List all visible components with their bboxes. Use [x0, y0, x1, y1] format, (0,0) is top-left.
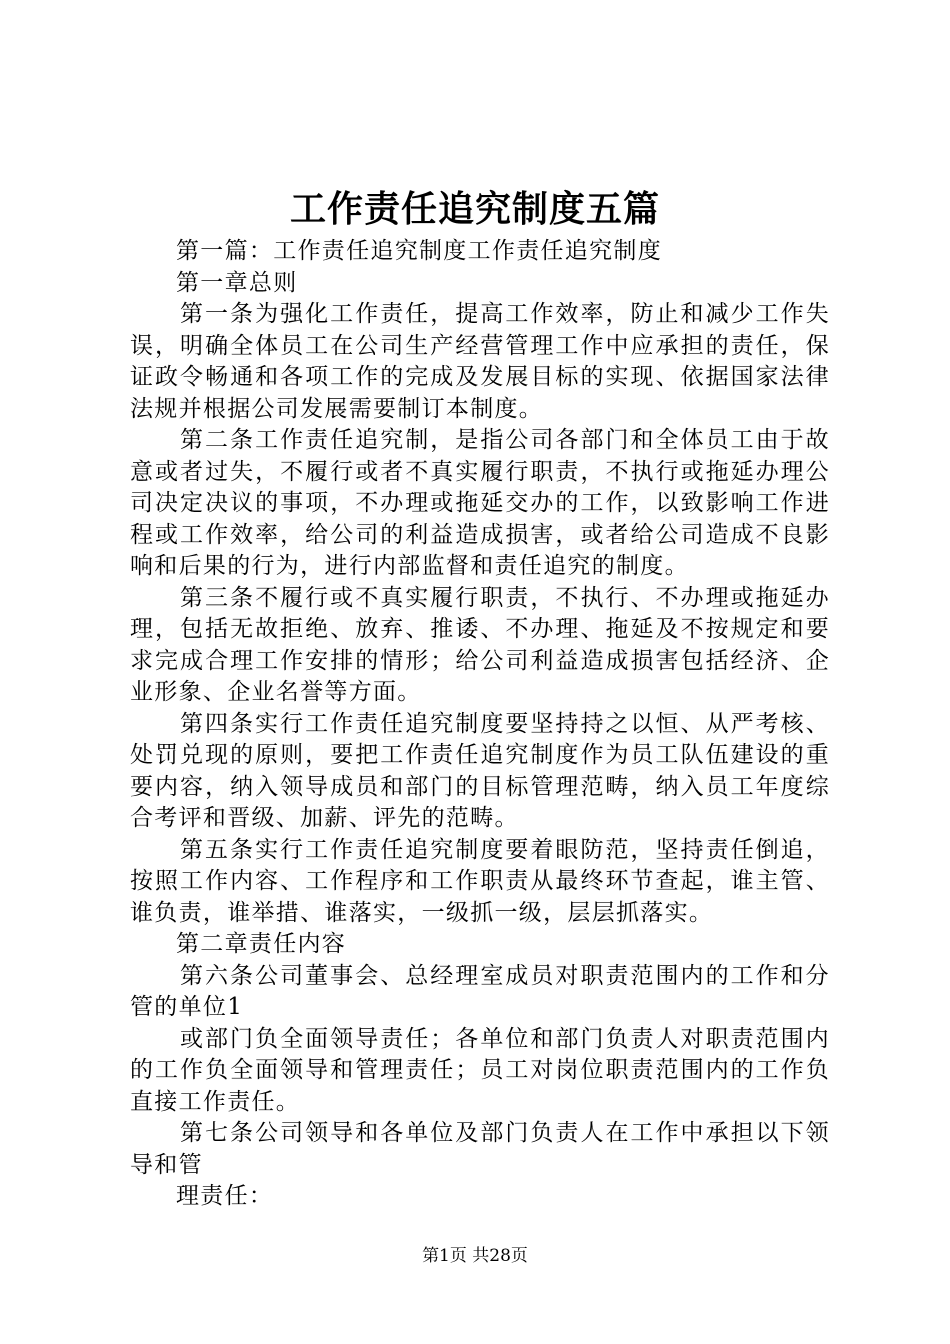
document-title: 工作责任追究制度五篇: [289, 188, 660, 230]
paragraph: 第七条公司领导和各单位及部门负责人在工作中承担以下领导和管: [130, 1120, 830, 1178]
paragraph: 理责任：: [176, 1183, 274, 1209]
paragraph: 第三条不履行或不真实履行职责，不执行、不办理或拖延办理，包括无故拒绝、放弃、推诿、不办理、拖延及不按规定和要求完成合理工作安排的情形；给公司利益造成损害包括经济、企业形象、企业名誉等方面。: [130, 584, 830, 705]
paragraph: 第六条公司董事会、总经理室成员对职责范围内的工作和分管的单位1: [130, 962, 830, 1020]
paragraph: 第一章总则: [176, 269, 298, 296]
paragraph: 第一条为强化工作责任，提高工作效率，防止和减少工作失误，明确全体员工在公司生产经营管理工作中应承担的责任，保证政令畅通和各项工作的完成及发展目标的实现、依据国家法律法规并根据公司发展需要制订本制度。: [130, 301, 830, 422]
page-number-footer: 第1页 共28页: [422, 1246, 528, 1266]
paragraph: 第二条工作责任追究制，是指公司各部门和全体员工由于故意或者过失，不履行或者不真实履行职责，不执行或拖延办理公司决定决议的事项，不办理或拖延交办的工作，以致影响工作进程或工作效率，给公司的利益造成损害，或者给公司造成不良影响和后果的行为，进行内部监督和责任追究的制度。: [130, 427, 830, 579]
paragraph: 第二章责任内容: [176, 931, 347, 957]
paragraph: 第五条实行工作责任追究制度要着眼防范，坚持责任倒追，按照工作内容、工作程序和工作职责从最终环节查起，谁主管、谁负责，谁举措、谁落实，一级抓一级，层层抓落实。: [130, 836, 830, 926]
paragraph: 或部门负全面领导责任；各单位和部门负责人对职责范围内的工作负全面领导和管理责任；员工对岗位职责范围内的工作负直接工作责任。: [130, 1025, 830, 1115]
paragraph: 第四条实行工作责任追究制度要坚持持之以恒、从严考核、处罚兑现的原则，要把工作责任追究制度作为员工队伍建设的重要内容，纳入领导成员和部门的目标管理范畴，纳入员工年度综合考评和晋级、加薪、评先的范畴。: [130, 710, 830, 831]
document-body: [130, 236, 830, 1213]
paragraph: 第一篇：工作责任追究制度工作责任追究制度: [176, 238, 662, 264]
